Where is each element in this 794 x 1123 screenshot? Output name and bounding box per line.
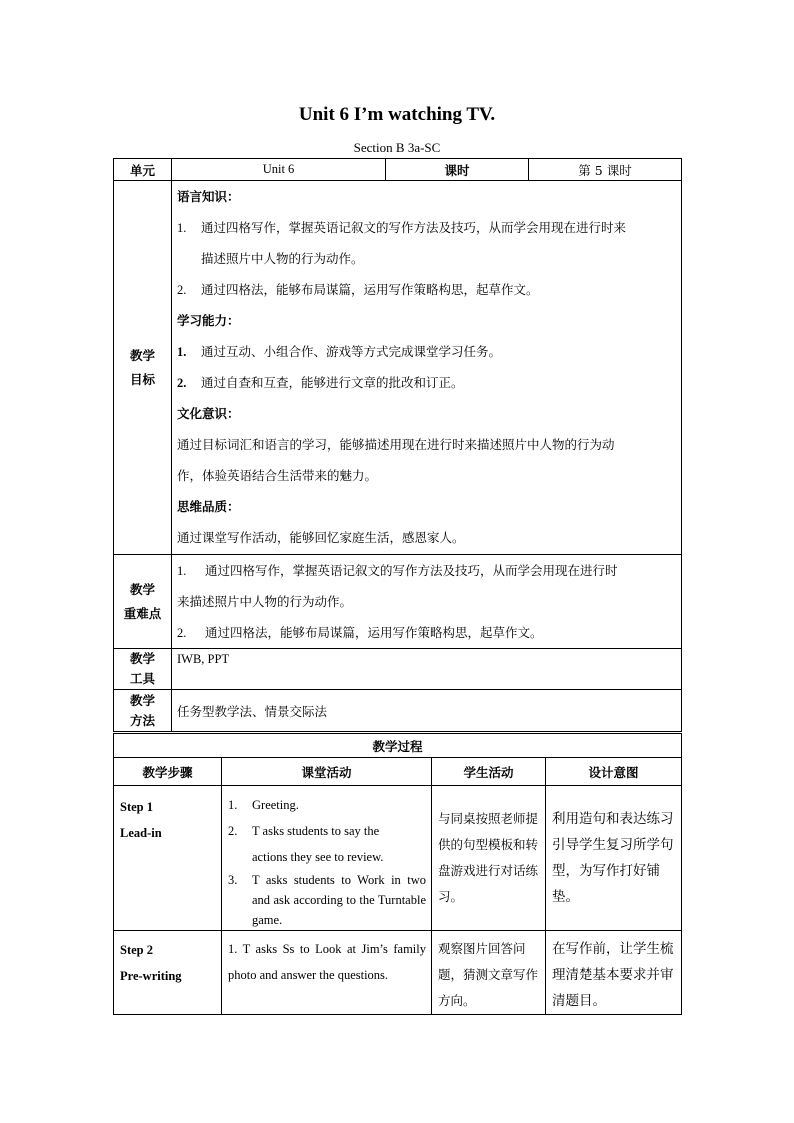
objectives-content: [172, 181, 682, 555]
list-number: 1.: [177, 221, 187, 235]
process-heading: 教学过程: [114, 734, 682, 758]
keypoints-label: [114, 555, 172, 649]
objective-text: 描述照片中人物的行为动作。: [201, 251, 364, 266]
process-header-row: [114, 758, 682, 786]
student-activity: 与同桌按照老师提供的句型模板和转盘游戏进行对话练习。: [432, 786, 546, 931]
keypoint-text: 通过四格写作，掌握英语记叙文的写作方法及技巧，从而学会用现在进行时: [205, 563, 618, 578]
objectives-row: [114, 181, 682, 555]
keypoint-text: 来描述照片中人物的行为动作。: [177, 594, 353, 609]
tools-label-line2: 工具: [129, 671, 155, 686]
objective-text: 通过目标词汇和语言的学习，能够描述用现在进行时来描述照片中人物的行为动: [177, 437, 615, 452]
teaching-process-table: [113, 733, 682, 1015]
document-title: Unit 6 I’m watching TV.: [298, 104, 496, 125]
column-header: 教学步骤: [114, 758, 222, 786]
document-subtitle: Section B 3a-SC: [353, 140, 441, 155]
objective-text: 通过自查和互查，能够进行文章的批改和订正。: [201, 375, 464, 390]
step-name: Pre-writing: [120, 969, 182, 983]
tools-value: IWB, PPT: [172, 649, 682, 690]
objectives-label: [114, 181, 172, 555]
methods-label: [114, 690, 172, 732]
lesson-info-table: [113, 158, 682, 732]
activity-text: 1. T asks Ss to Look at Jim’s family photo and answer the questions.: [222, 931, 432, 1015]
culture-heading: 文化意识：: [177, 406, 240, 421]
period-label: 课时: [386, 159, 529, 181]
keypoints-label-line2: 重难点: [123, 605, 162, 621]
learning-ability-heading: 学习能力：: [177, 313, 240, 328]
step-title: Step 1: [120, 800, 153, 814]
design-intent: 利用造句和表达练习引导学生复习所学句型，为写作打好铺垫。: [546, 786, 682, 931]
tools-label: [114, 649, 172, 690]
tools-label-line1: 教学: [129, 651, 155, 666]
keypoints-content: [172, 555, 682, 649]
keypoint-text: 通过四格法，能够布局谋篇，运用写作策略构思，起草作文。: [205, 625, 543, 640]
activity-cell: [222, 786, 432, 931]
objectives-label-line1: 教学: [129, 347, 155, 363]
methods-value: 任务型教学法、情景交际法: [172, 690, 682, 732]
list-number: 2.: [177, 626, 187, 640]
activity-text: T asks students to Work in two and ask according to the Turntable game.: [252, 873, 426, 927]
student-activity: 观察图片回答问题，猜测文章写作方向。: [432, 931, 546, 1015]
list-number: 3.: [228, 873, 238, 887]
objective-text: 通过四格法，能够布局谋篇，运用写作策略构思，起草作文。: [201, 282, 539, 297]
language-knowledge-heading: 语言知识：: [177, 189, 240, 204]
unit-value: Unit 6: [172, 159, 386, 181]
design-intent: 在写作前，让学生梳理清楚基本要求并审清题目。: [546, 931, 682, 1015]
period-value: 第 5 课时: [529, 159, 682, 181]
keypoints-row: [114, 555, 682, 649]
objective-text: 通过课堂写作活动，能够回忆家庭生活，感恩家人。: [177, 530, 465, 545]
methods-row: [114, 690, 682, 732]
column-header: 课堂活动: [222, 758, 432, 786]
list-number: 1.: [177, 345, 187, 359]
thinking-heading: 思维品质：: [177, 499, 240, 514]
unit-label: 单元: [114, 159, 172, 181]
list-number: 2.: [177, 376, 187, 390]
list-number: 2.: [177, 283, 187, 297]
step-cell: [114, 786, 222, 931]
process-row-step2: [114, 931, 682, 1015]
list-number: 1.: [228, 798, 238, 812]
activity-text: actions they see to review.: [252, 850, 384, 864]
objectives-label-line2: 目标: [129, 371, 155, 387]
objective-text: 作，体验英语结合生活带来的魅力。: [177, 468, 378, 483]
step-cell: [114, 931, 222, 1015]
tools-row: [114, 649, 682, 690]
activity-text: T asks students to say the: [252, 824, 380, 838]
methods-label-line1: 教学: [129, 692, 155, 708]
process-row-step1: [114, 786, 682, 931]
column-header: 学生活动: [432, 758, 546, 786]
objective-text: 通过四格写作，掌握英语记叙文的写作方法及技巧，从而学会用现在进行时来: [201, 220, 627, 235]
list-number: 2.: [228, 824, 238, 838]
objective-text: 通过互动、小组合作、游戏等方式完成课堂学习任务。: [201, 344, 502, 359]
keypoints-label-line1: 教学: [129, 581, 155, 597]
step-title: Step 2: [120, 943, 153, 957]
column-header: 设计意图: [546, 758, 682, 786]
methods-label-line2: 方法: [129, 712, 155, 728]
activity-text: Greeting.: [252, 798, 299, 812]
list-number: 1.: [177, 564, 187, 578]
step-name: Lead-in: [120, 826, 162, 840]
